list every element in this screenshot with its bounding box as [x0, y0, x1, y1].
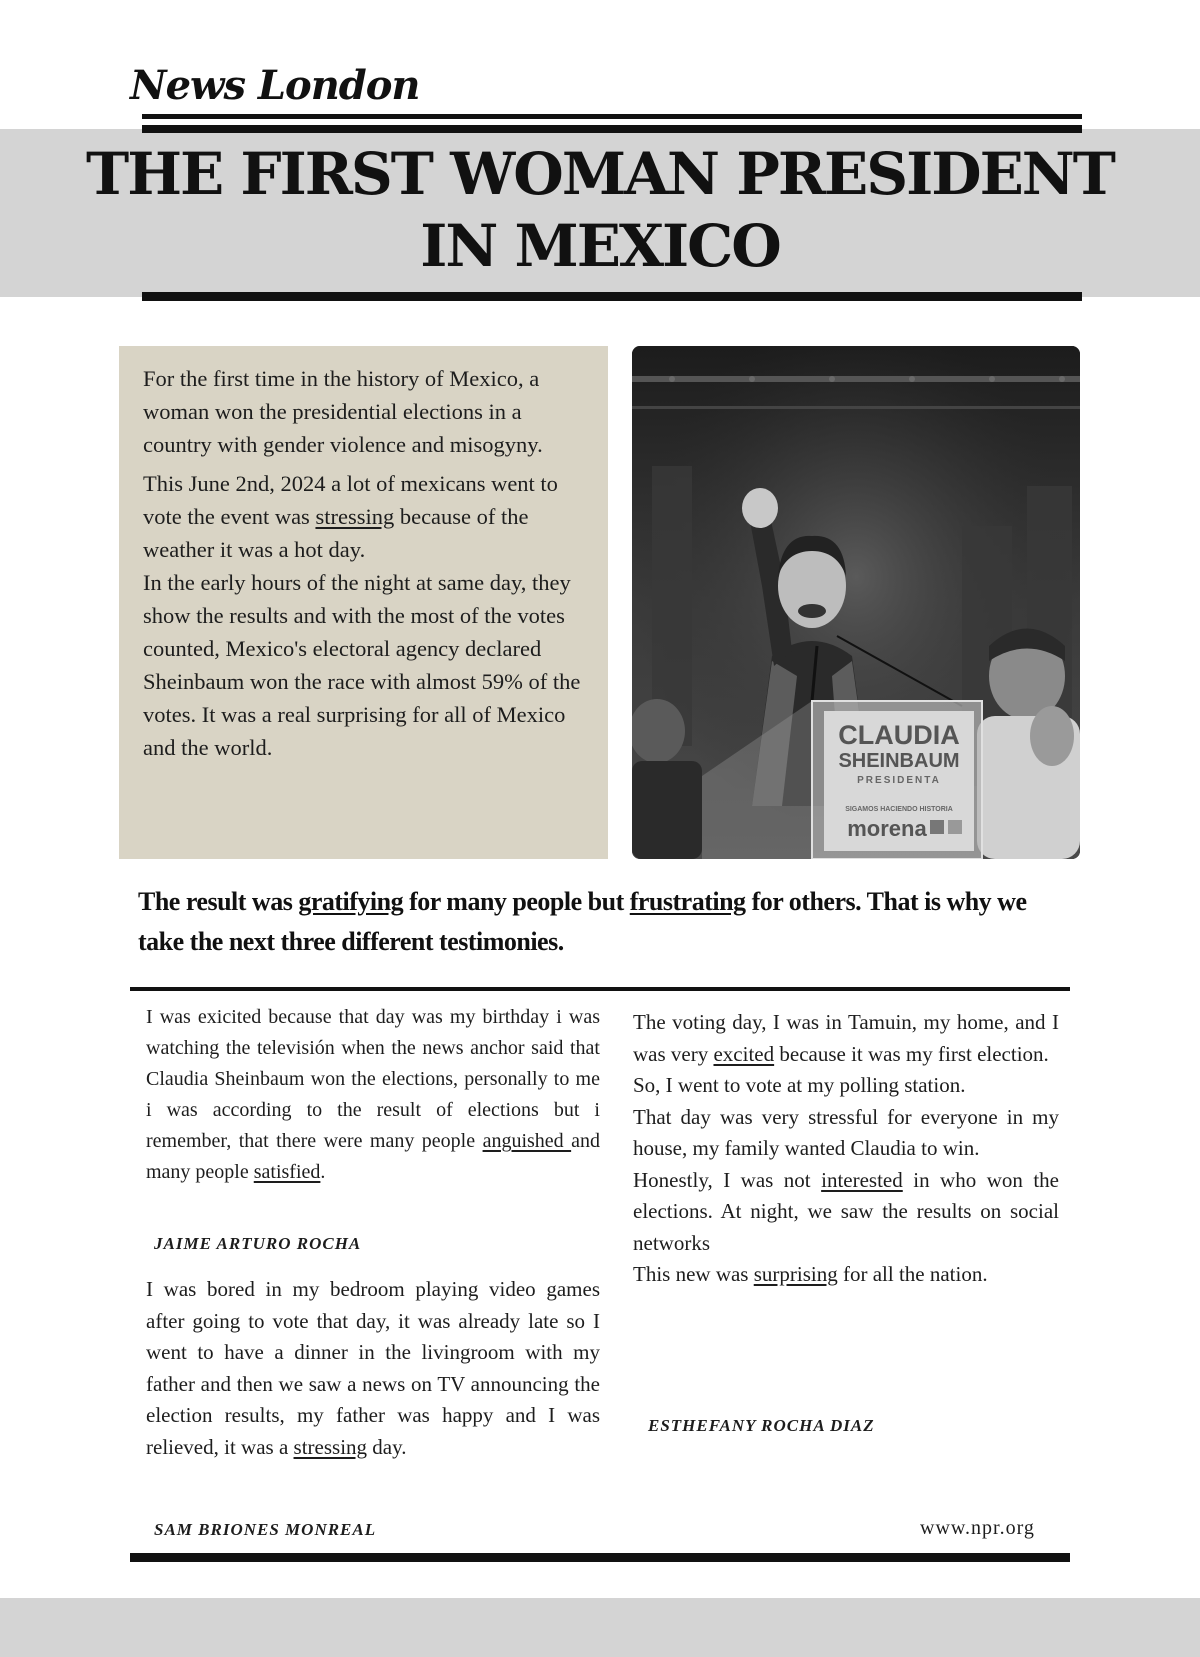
testimony-1-author: JAIME ARTURO ROCHA — [154, 1234, 362, 1253]
testimony-2-author: SAM BRIONES MONREAL — [154, 1520, 377, 1539]
testimony-3-author: ESTHEFANY ROCHA DIAZ — [648, 1416, 875, 1435]
intro-paragraph-1: For the first time in the history of Mexico, a woman won the presidential elections in a country with gender violence and misogyny. — [143, 366, 543, 457]
headline-line-1: THE FIRST WOMAN PRESIDENT — [86, 140, 1114, 208]
footer-rule — [130, 1553, 1070, 1562]
testimony-3-p1: The voting day, I was in Tamuin, my home, and I was very excited because it was my first election. — [633, 1010, 1059, 1066]
testimony-3 — [633, 1007, 1059, 1291]
testimony-3-p3: That day was very stressful for everyone in my house, my family wanted Claudia to win. — [633, 1104, 1059, 1160]
intro-paragraph-2: This June 2nd, 2024 a lot of mexicans went to vote the event was stressing because of the weather it was a hot day. In the early hours of the night at same day, they show the results and with the most of the votes counted, Mexico's electoral agency declared Sheinbaum won the race with almost 59% of the votes. It was a real surprising for all of Mexico and the world. — [143, 471, 581, 760]
podium-slogan: SIGAMOS HACIENDO HISTORIA — [845, 806, 953, 813]
intro-paragraph-3: In the early hours of the night at same day, they show the results and with the most of the votes counted, Mexico's electoral agency declared Sheinbaum won the race with almost 59% of the votes. It was a real surprising for all of Mexico and the world. — [143, 570, 581, 760]
underlined-word-surprising: surprising — [753, 1262, 838, 1286]
headline-bottom-rule — [142, 292, 1082, 301]
underlined-word-anguished: anguished — [482, 1130, 572, 1152]
testimony-2 — [146, 1274, 600, 1463]
testimony-1 — [146, 1002, 600, 1188]
testimony-3-p2: So, I went to vote at my polling station. — [633, 1073, 966, 1097]
testimony-2-text: I was bored in my bedroom playing video games after going to vote that day, it was already late so I went to have a dinner in the livingroom with my father and then we saw a news on TV announcing the election results, my father was happy and I was relieved, it was a stressing day. — [146, 1277, 600, 1459]
podium-sheinbaum: SHEINBAUM — [838, 750, 960, 772]
intro-box — [119, 346, 608, 859]
masthead-title: News London — [130, 62, 420, 109]
source-url: www.npr.org — [920, 1517, 1035, 1539]
testimonies-top-rule — [130, 987, 1070, 991]
podium-claudia: CLAUDIA — [838, 720, 960, 750]
underlined-word-excited: excited — [713, 1041, 775, 1066]
testimony-3-p4: Honestly, I was not interested in who won the elections. At night, we saw the results on social networks — [633, 1167, 1060, 1255]
underlined-word-frustrating: frustrating — [629, 887, 746, 916]
headline-top-rule-thick — [142, 125, 1082, 133]
lead-sentence: The result was gratifying for many people but frustrating for others. That is why we take the next three different testimonies. — [138, 887, 1027, 956]
underlined-word-stressing-2: stressing — [293, 1434, 368, 1459]
headline-line-2: IN MEXICO — [420, 212, 780, 280]
testimony-3-p5: This new was surprising for all the nation. — [633, 1262, 988, 1286]
headline-top-rule-thin — [142, 114, 1082, 119]
sheinbaum-photo — [632, 346, 1080, 859]
underlined-word-stressing: stressing — [315, 504, 395, 529]
page-headline — [0, 138, 1200, 282]
underlined-word-interested: interested — [821, 1167, 903, 1192]
underlined-word-gratifying: gratifying — [298, 887, 404, 916]
bottom-band — [0, 1598, 1200, 1657]
podium-logo: morena — [847, 816, 927, 841]
testimony-1-text: I was exicited because that day was my birthday i was watching the televisión when the news anchor said that Claudia Sheinbaum won the elections, personally to me i was according to the result of elections but i remember, that there were many people anguished and many people satisfied. — [146, 1006, 601, 1183]
podium-presidenta: PRESIDENTA — [857, 775, 941, 786]
underlined-word-satisfied: satisfied — [253, 1161, 321, 1183]
